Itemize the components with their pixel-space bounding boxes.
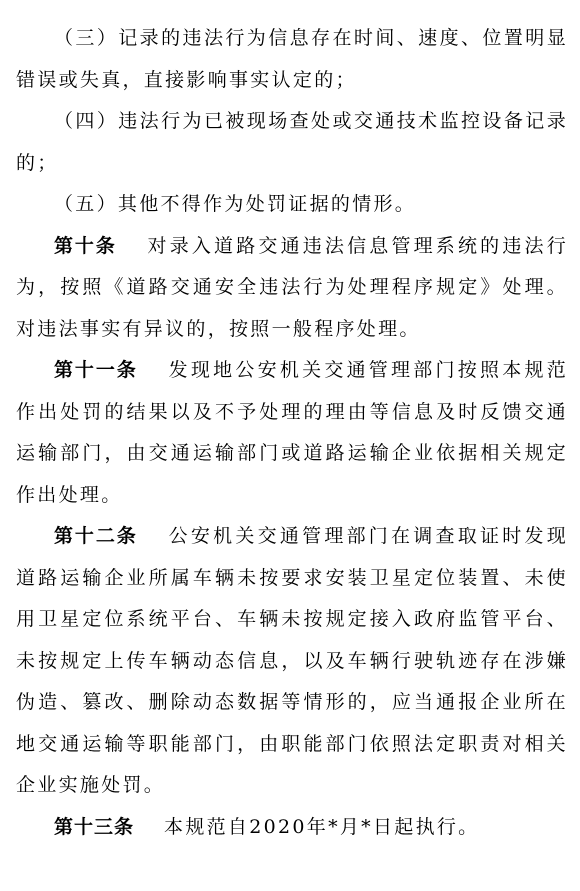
article-11-label: 第十一条 [54,359,138,381]
article-13-text: 本规范自2020年*月*日起执行。 [164,815,480,838]
document-page [16,18,568,848]
article-12 [16,516,568,807]
article-10-label: 第十条 [54,234,117,257]
article-12-label: 第十二条 [54,525,138,547]
article-13 [16,807,568,849]
item-4: （四）违法行为已被现场查处或交通技术监控设备记录的； [16,110,568,174]
article-10 [16,226,568,351]
article-11 [16,350,568,516]
article-11-text: 发现地公安机关交通管理部门按照本规范作出处罚的结果以及不予处理的理由等信息及时反馈交通运输部门，由交通运输部门或道路运输企业依据相关规定作出处理。 [16,359,568,506]
article-12-text: 公安机关交通管理部门在调查取证时发现道路运输企业所属车辆未按要求安装卫星定位装置、未使用卫星定位系统平台、车辆未按规定接入政府监管平台、未按规定上传车辆动态信息，以及车辆行驶轨迹存在涉嫌伪造、篡改、删除动态数据等情形的，应当通报企业所在地交通运输等职能部门，由职能部门依照法定职责对相关企业实施处罚。 [16,525,568,796]
item-3: （三）记录的违法行为信息存在时间、速度、位置明显错误或失真，直接影响事实认定的； [16,27,568,91]
item-5: （五）其他不得作为处罚证据的情形。 [54,193,417,215]
article-13-label: 第十三条 [54,815,135,838]
article-10-text: 对录入道路交通违法信息管理系统的违法行为，按照《道路交通安全违法行为处理程序规定》处理。对违法事实有异议的，按照一般程序处理。 [16,234,568,340]
